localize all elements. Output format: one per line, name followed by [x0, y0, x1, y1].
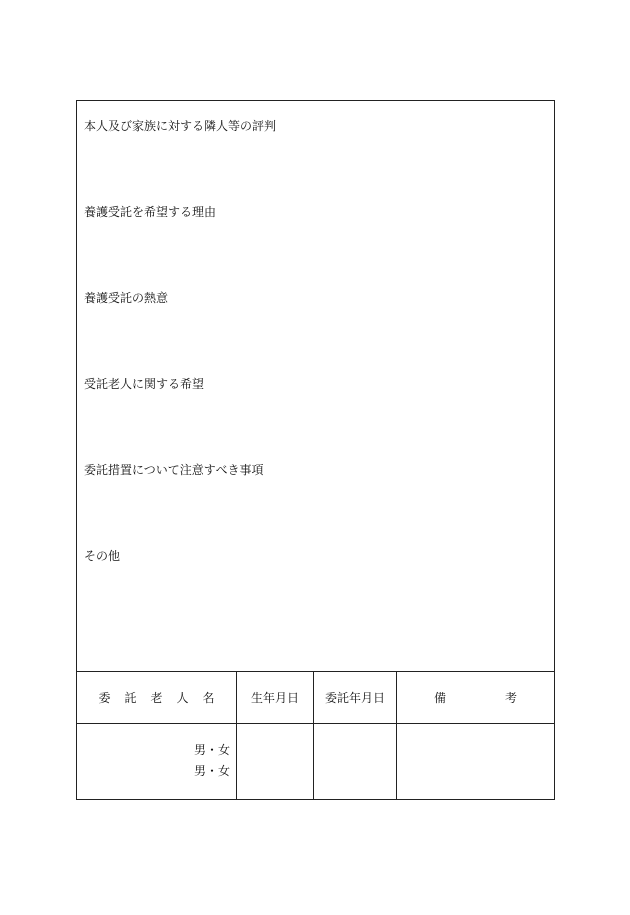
table-header-row — [77, 672, 554, 724]
column-divider — [396, 672, 397, 800]
header-entrust-date: 委託年月日 — [324, 691, 385, 705]
form-sections — [77, 101, 554, 671]
header-remarks-char-2: 考 — [504, 691, 517, 705]
sex-option-row-2: 男・女 — [193, 764, 230, 778]
column-divider — [313, 672, 314, 800]
entrusted-elder-table — [77, 671, 554, 800]
column-divider — [236, 672, 237, 800]
header-name: 委託老人名 — [98, 691, 229, 705]
section-other: その他 — [84, 549, 121, 563]
name-cell — [77, 724, 236, 800]
section-reason-for-request: 養護受託を希望する理由 — [84, 205, 217, 219]
sex-option-row-1: 男・女 — [193, 743, 230, 757]
consignment-form — [76, 100, 555, 800]
section-wishes-about-elder: 受託老人に関する希望 — [84, 377, 205, 391]
header-remarks-char-1: 備 — [434, 691, 447, 705]
section-neighbor-reputation: 本人及び家族に対する隣人等の評判 — [84, 119, 277, 133]
section-cautions: 委託措置について注意すべき事項 — [84, 463, 264, 477]
section-enthusiasm: 養護受託の熱意 — [84, 291, 169, 305]
header-birth-date: 生年月日 — [250, 691, 299, 705]
header-remarks — [397, 672, 554, 723]
